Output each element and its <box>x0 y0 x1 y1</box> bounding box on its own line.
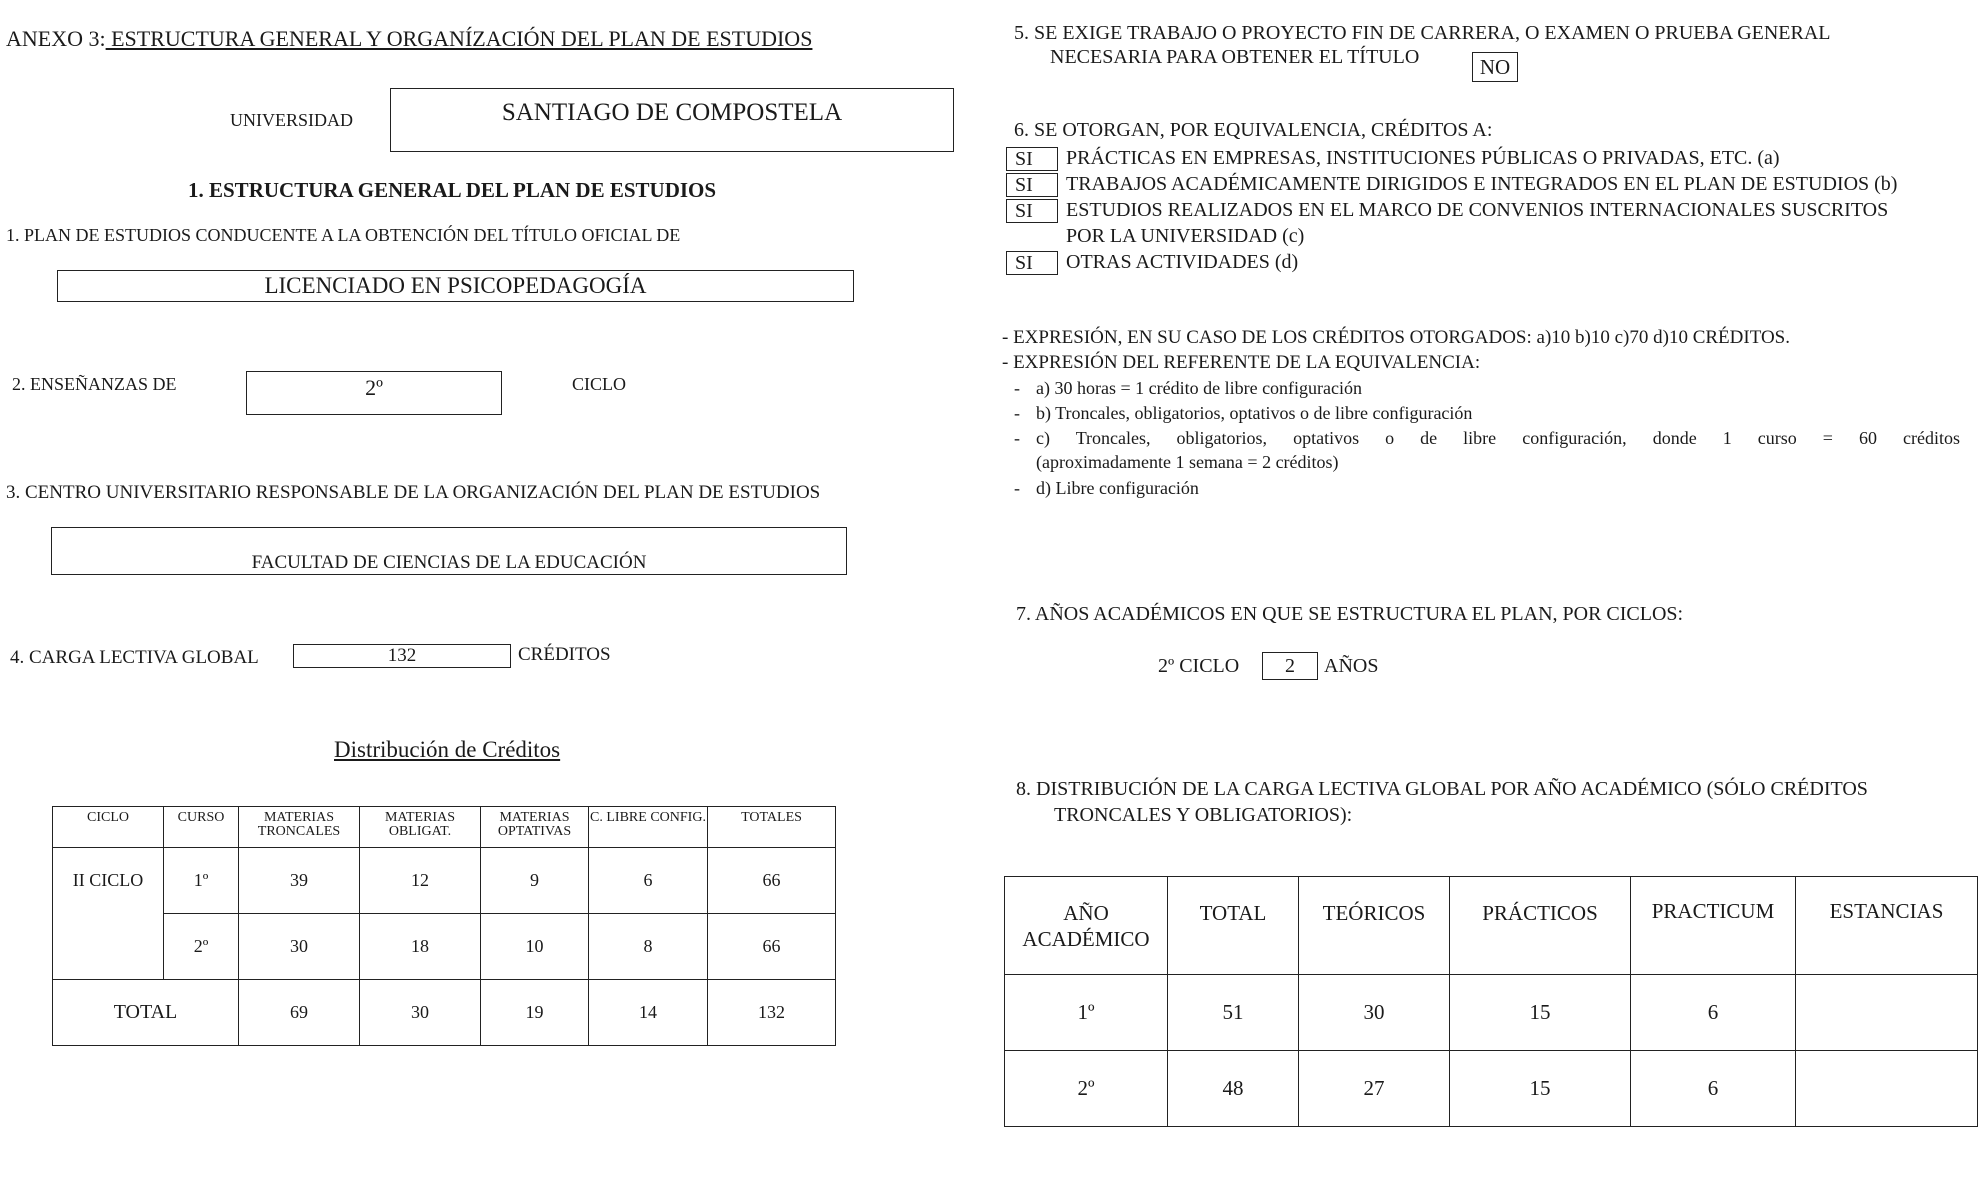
academic-year-table <box>1004 876 1978 1127</box>
cell-obligat: 12 <box>360 848 481 914</box>
item7-label: 7. AÑOS ACADÉMICOS EN QUE SE ESTRUCTURA EL PLAN, POR CICLOS: <box>1016 603 1684 625</box>
item5-line1: 5. SE EXIGE TRABAJO O PROYECTO FIN DE CARRERA, O EXAMEN O PRUEBA GENERAL <box>1014 22 1831 44</box>
cell-total-label: TOTAL <box>53 980 239 1046</box>
cell-totales: 132 <box>708 980 836 1046</box>
university-field: SANTIAGO DE COMPOSTELA <box>390 88 954 152</box>
cell-obligat: 30 <box>360 980 481 1046</box>
cell-practicum: 6 <box>1631 975 1796 1051</box>
header-obligat: MATERIAS OBLIGAT. <box>360 807 481 848</box>
cell-optativas: 9 <box>481 848 589 914</box>
equivalence-mark: SI <box>1006 173 1058 197</box>
equivalence-text: PRÁCTICAS EN EMPRESAS, INSTITUCIONES PÚBLICAS O PRIVADAS, ETC. (a) <box>1066 147 1780 169</box>
annex-prefix: ANEXO 3: <box>6 26 106 51</box>
cell-totales: 66 <box>708 848 836 914</box>
header-totales: TOTALES <box>708 807 836 848</box>
cell-practicos: 15 <box>1450 975 1631 1051</box>
header-practicos: PRÁCTICOS <box>1450 877 1631 975</box>
cell-troncales: 69 <box>239 980 360 1046</box>
credit-distribution-table <box>52 806 836 1046</box>
item1-label: 1. PLAN DE ESTUDIOS CONDUCENTE A LA OBTENCIÓN DEL TÍTULO OFICIAL DE <box>6 225 681 245</box>
cell-year: 1º <box>1005 975 1168 1051</box>
ref-item-cont: (aproximadamente 1 semana = 2 créditos) <box>1036 452 1339 472</box>
cell-troncales: 39 <box>239 848 360 914</box>
equivalence-text-cont: POR LA UNIVERSIDAD (c) <box>1066 225 1305 247</box>
university-label: UNIVERSIDAD <box>230 110 353 130</box>
table-row <box>1005 975 1978 1051</box>
cell-estancias <box>1796 975 1978 1051</box>
degree-title-field: LICENCIADO EN PSICOPEDAGOGÍA <box>57 270 854 302</box>
cell-libre: 8 <box>589 914 708 980</box>
table-header-row <box>53 807 836 848</box>
cycle-field: 2º <box>246 371 502 415</box>
ref-dash: - <box>1014 428 1020 448</box>
equivalence-mark: SI <box>1006 199 1058 223</box>
header-optativas: MATERIAS OPTATIVAS <box>481 807 589 848</box>
item3-label: 3. CENTRO UNIVERSITARIO RESPONSABLE DE LA ORGANIZACIÓN DEL PLAN DE ESTUDIOS <box>6 482 821 503</box>
item2-label: 2. ENSEÑANZAS DE <box>12 374 177 394</box>
equivalence-text: TRABAJOS ACADÉMICAMENTE DIRIGIDOS E INTEGRADOS EN EL PLAN DE ESTUDIOS (b) <box>1066 173 1898 195</box>
ref-dash: - <box>1014 378 1020 398</box>
header-libre: C. LIBRE CONFIG. <box>589 807 708 848</box>
cell-obligat: 18 <box>360 914 481 980</box>
cell-total: 48 <box>1168 1051 1299 1127</box>
item8-line1: 8. DISTRIBUCIÓN DE LA CARGA LECTIVA GLOBAL POR AÑO ACADÉMICO (SÓLO CRÉDITOS <box>1016 778 1868 800</box>
ref-item: d) Libre configuración <box>1036 478 1199 498</box>
item8-line2: TRONCALES Y OBLIGATORIOS): <box>1054 804 1353 826</box>
table-total-row <box>53 980 836 1046</box>
credits-field: 132 <box>293 644 511 668</box>
header-estancias: ESTANCIAS <box>1796 877 1978 975</box>
header-curso: CURSO <box>164 807 239 848</box>
equivalence-mark: SI <box>1006 251 1058 275</box>
ref-dash: - <box>1014 403 1020 423</box>
cell-troncales: 30 <box>239 914 360 980</box>
cell-practicos: 15 <box>1450 1051 1631 1127</box>
ref-item: c) Troncales, obligatorios, optativos o de libre configuración, donde 1 curso = 60 créditos <box>1036 428 1960 448</box>
annex-heading <box>6 26 812 52</box>
equivalence-text: ESTUDIOS REALIZADOS EN EL MARCO DE CONVENIOS INTERNACIONALES SUSCRITOS <box>1066 199 1889 221</box>
item4-label: 4. CARGA LECTIVA GLOBAL <box>10 647 259 668</box>
equivalence-mark: SI <box>1006 147 1058 171</box>
cell-year: 2º <box>1005 1051 1168 1127</box>
header-teoricos: TEÓRICOS <box>1299 877 1450 975</box>
header-total: TOTAL <box>1168 877 1299 975</box>
item5-line2: NECESARIA PARA OBTENER EL TÍTULO <box>1050 46 1420 68</box>
cell-ciclo: II CICLO <box>53 848 164 980</box>
cell-estancias <box>1796 1051 1978 1127</box>
ref-item: b) Troncales, obligatorios, optativos o de libre configuración <box>1036 403 1473 423</box>
cell-curso: 2º <box>164 914 239 980</box>
faculty-field: FACULTAD DE CIENCIAS DE LA EDUCACIÓN <box>51 527 847 575</box>
years-field: 2 <box>1262 652 1318 680</box>
table-header-row <box>1005 877 1978 975</box>
item7-suffix: AÑOS <box>1324 655 1379 677</box>
item7-cycle: 2º CICLO <box>1158 655 1240 677</box>
cell-curso: 1º <box>164 848 239 914</box>
cell-practicum: 6 <box>1631 1051 1796 1127</box>
section-title: 1. ESTRUCTURA GENERAL DEL PLAN DE ESTUDIOS <box>188 178 717 202</box>
header-year: AÑO ACADÉMICO <box>1005 877 1168 975</box>
distribution-title: Distribución de Créditos <box>334 737 561 762</box>
cell-teoricos: 27 <box>1299 1051 1450 1127</box>
expression-credits: - EXPRESIÓN, EN SU CASO DE LOS CRÉDITOS OTORGADOS: a)10 b)10 c)70 d)10 CRÉDITOS. <box>1002 327 1790 348</box>
cell-optativas: 10 <box>481 914 589 980</box>
item6-label: 6. SE OTORGAN, POR EQUIVALENCIA, CRÉDITOS A: <box>1014 119 1493 141</box>
item4-suffix: CRÉDITOS <box>518 644 611 665</box>
cell-libre: 6 <box>589 848 708 914</box>
cell-totales: 66 <box>708 914 836 980</box>
ref-item: a) 30 horas = 1 crédito de libre configuración <box>1036 378 1363 398</box>
cell-libre: 14 <box>589 980 708 1046</box>
table-row <box>1005 1051 1978 1127</box>
final-project-field: NO <box>1472 52 1518 82</box>
table-row <box>53 914 836 980</box>
cell-optativas: 19 <box>481 980 589 1046</box>
item2-suffix: CICLO <box>572 374 626 394</box>
equivalence-text: OTRAS ACTIVIDADES (d) <box>1066 251 1299 273</box>
expression-reference: - EXPRESIÓN DEL REFERENTE DE LA EQUIVALENCIA: <box>1002 352 1481 373</box>
table-row <box>53 848 836 914</box>
header-ciclo: CICLO <box>53 807 164 848</box>
cell-total: 51 <box>1168 975 1299 1051</box>
header-practicum: PRACTICUM <box>1631 877 1796 975</box>
ref-dash: - <box>1014 478 1020 498</box>
cell-teoricos: 30 <box>1299 975 1450 1051</box>
header-troncales: MATERIAS TRONCALES <box>239 807 360 848</box>
annex-title: ESTRUCTURA GENERAL Y ORGANÍZACIÓN DEL PLAN DE ESTUDIOS <box>105 26 813 51</box>
